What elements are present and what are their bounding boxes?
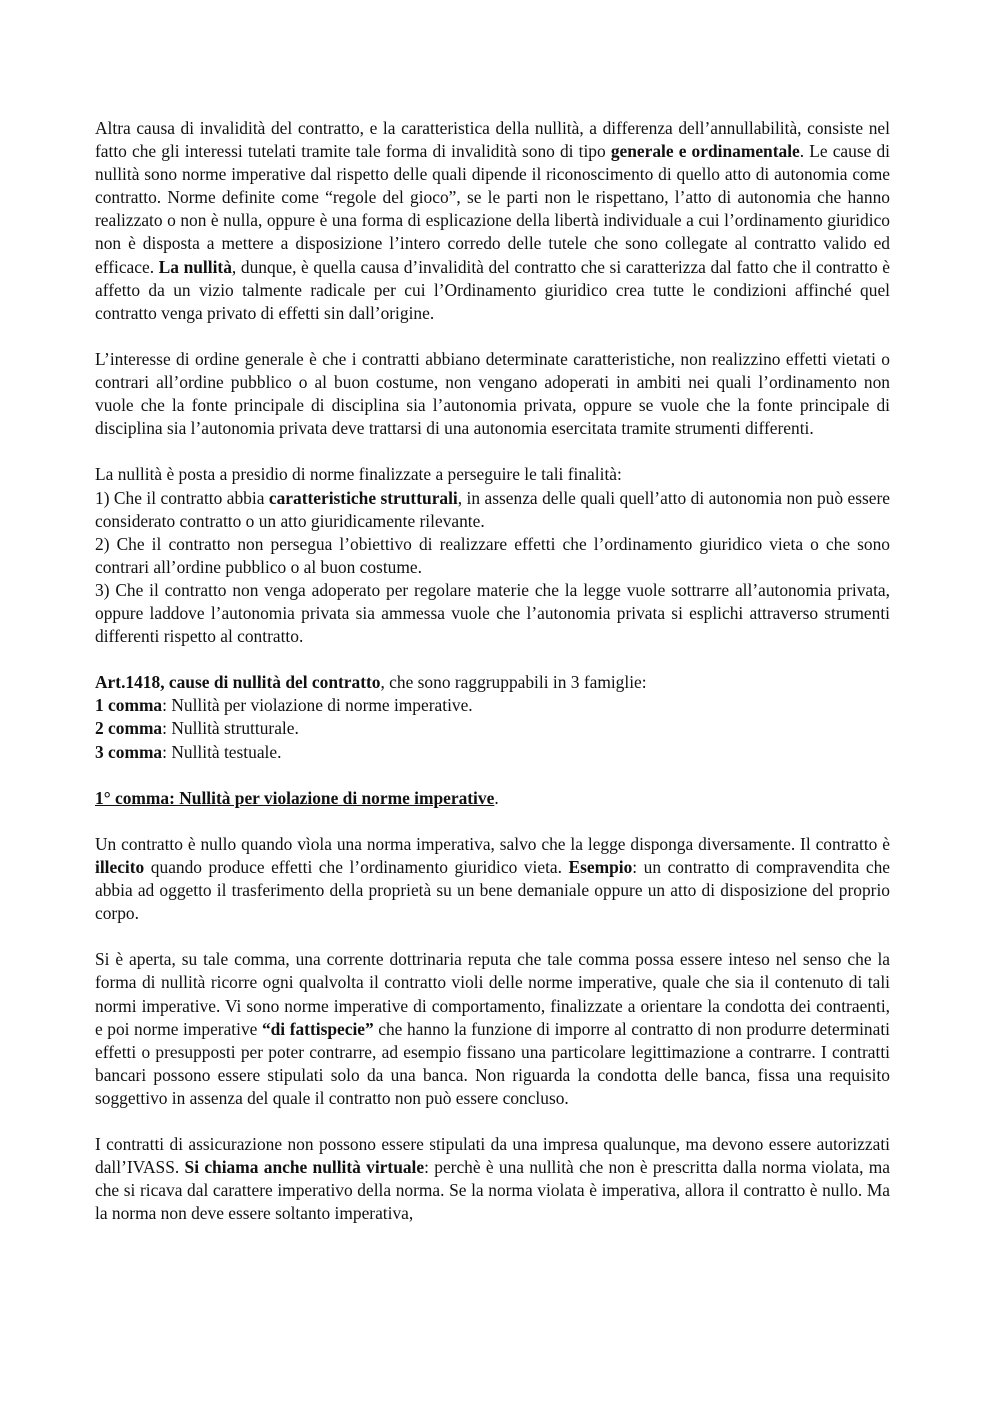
- bold-text: “di fattispecie”: [261, 1018, 374, 1039]
- list-item: 3 comma: Nullità testuale.: [95, 741, 282, 762]
- section-heading: 1° comma: Nullità per violazione di norme imperative.: [95, 787, 499, 808]
- paragraph-general-interest: L’interesse di ordine generale è che i contratti abbiano determinate caratteristiche, non realizzino effetti vietati o contrari all’ordine pubblico o al buon costume, non vengano adoperati in ambiti nei quali l’ordinamento non vuole che la fonte principale di disciplina sia l’autonomia privata, oppure se vuole che la fonte principale di disciplina sia l’autonomia privata deve trattarsi di una autonomia esercitata tramite strumenti differenti.: [95, 348, 890, 439]
- bold-text: 1 comma: [95, 695, 163, 716]
- paragraph-insurance: I contratti di assicurazione non possono essere stipulati da una impresa qualunque, ma devono essere autorizzati dall’IVASS. Si chiama anche nullità virtuale: perchè è una nullità che non è prescritta dalla norma violata, ma che si ricava dal carattere imperativo della norma. Se la norma violata è imperativa, allora il contratto è nullo. Ma la norma non deve essere soltanto imperativa,: [95, 1134, 890, 1224]
- list-item: 2 comma: Nullità strutturale.: [95, 718, 299, 739]
- bold-text: illecito: [95, 857, 145, 877]
- paragraph-invalidity: Altra causa di invalidità del contratto, e la caratteristica della nullità, a differenza dell’annullabilità, consiste nel fatto che gli interessi tutelati tramite tale forma di invalidità sono di tipo generale e ordinamentale. Le cause di nullità sono norme imperative dal rispetto delle quali dipende il riconoscimento di quello atto di autonomia come contratto. Norme definite come “regole del gioco”, se le parti non le rispettano, l’atto di autonomia che hanno realizzato o non è nulla, oppure è una forma di esplicazione della libertà individuale a cui l’ordinamento giuridico non è disposta a mettere a disposizione l’intero corredo delle tutele che sono collegate al contratto valido ed efficace. La nullità, dunque, è quella causa d’invalidità del contratto che si caratterizza dal fatto che il contratto è affetto da un vizio talmente radicale per cui l’Ordinamento giuridico crea tutte le condizioni affinché quel contratto venga privato di effetti sin dall’origine.: [95, 118, 891, 323]
- list-intro: La nullità è posta a presidio di norme finalizzate a perseguire le tali finalità:: [95, 464, 622, 485]
- list-item: 1) Che il contratto abbia caratteristiche strutturali, in assenza delle quali quell’atto di autonomia non può essere considerato contratto o un atto giuridicamente rilevante.: [95, 487, 890, 531]
- paragraph-nullity-purposes: [95, 463, 890, 648]
- heading-text: 1° comma: Nullità per violazione di norme imperative: [95, 787, 495, 808]
- bold-text: caratteristiche strutturali: [268, 487, 458, 508]
- document-body: [95, 117, 890, 1226]
- bold-text: Esempio: [568, 857, 633, 877]
- bold-text: Si chiama anche nullità virtuale: [184, 1157, 425, 1178]
- list-item: 2) Che il contratto non persegua l’obiettivo di realizzare effetti che l’ordinamento giuridico vieta o che sono contrari all’ordine pubblico o al buon costume.: [95, 533, 890, 577]
- bold-text: generale e ordinamentale: [610, 141, 800, 162]
- bold-text: 3 comma: [95, 741, 163, 762]
- list-item: 1 comma: Nullità per violazione di norme imperative.: [95, 695, 473, 716]
- bold-text: La nullità: [158, 256, 232, 277]
- list-item: 3) Che il contratto non venga adoperato per regolare materie che la legge vuole sottrarre all’autonomia privata, oppure laddove l’autonomia privata sia ammessa vuole che l’autonomia privata si esplichi attraverso strumenti differenti rispetto al contratto.: [95, 579, 890, 647]
- paragraph-doctrine: Si è aperta, su tale comma, una corrente dottrinaria reputa che tale comma possa essere inteso nel senso che la forma di nullità ricorre ogni qualvolta il contratto violi delle norme imperative, quale che sia il contenuto di tali normi imperative. Vi sono norme imperative di comportamento, finalizzate a orientare la condotta dei contraenti, e poi norme imperative “di fattispecie” che hanno la funzione di imporre al contratto di non produrre determinati effetti o presupposti per poter contrarre, ad esempio fissano una particolare legittimazione a contrarre. I contratti bancari possono essere stipulati solo da una banca. Non riguarda la condotta delle banca, fissa una requisito soggettivo in assenza del quale il contratto non può essere concluso.: [95, 949, 890, 1108]
- paragraph-null-contract: Un contratto è nullo quando vìola una norma imperativa, salvo che la legge disponga diversamente. Il contratto è illecito quando produce effetti che l’ordinamento giuridico vieta. Esempio: un contratto di compravendita che abbia ad oggetto il trasferimento della proprietà su un bene demaniale oppure un atto di disposizione del proprio corpo.: [95, 833, 890, 924]
- bold-text: 2 comma: [95, 718, 163, 739]
- list-intro: Art.1418, cause di nullità del contratto, che sono raggruppabili in 3 famiglie:: [95, 672, 647, 693]
- bold-text: Art.1418, cause di nullità del contratto: [95, 672, 381, 693]
- paragraph-art-1418: [95, 671, 890, 763]
